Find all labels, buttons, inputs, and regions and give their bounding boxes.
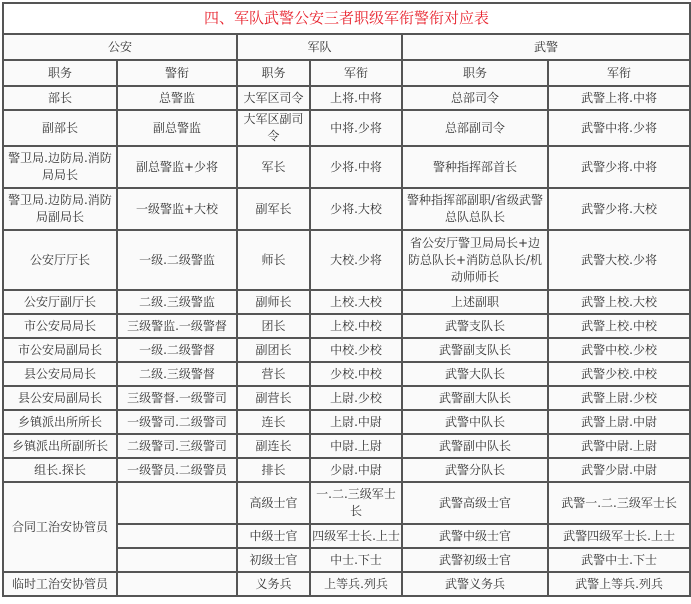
ap-post-cell: 上述副职 (402, 290, 548, 314)
army-post-cell: 师长 (237, 230, 310, 290)
table-row (3, 410, 690, 434)
table-row (3, 482, 690, 524)
army-post-cell: 中级士官 (237, 524, 310, 548)
army-rank-cell: 上将.中将 (310, 86, 402, 110)
police-post-cell-temp: 临时工治安协管员 (3, 572, 117, 596)
police-rank-cell (117, 572, 237, 596)
police-rank-cell: 二级.三级警督 (117, 362, 237, 386)
ap-rank-cell: 武警四级军士长.上士 (548, 524, 690, 548)
ap-post-cell: 警种指挥部首长 (402, 146, 548, 188)
col-header-police-rank: 警衔 (117, 60, 237, 86)
ap-post-cell: 武警大队长 (402, 362, 548, 386)
police-rank-cell (117, 482, 237, 524)
army-post-cell: 排长 (237, 458, 310, 482)
table-row (3, 314, 690, 338)
ap-post-cell: 武警支队长 (402, 314, 548, 338)
table-row (3, 86, 690, 110)
ap-rank-cell: 武警大校.少将 (548, 230, 690, 290)
ap-rank-cell: 武警少将.大校 (548, 188, 690, 230)
army-post-cell: 副军长 (237, 188, 310, 230)
army-rank-cell: 上尉.中尉 (310, 410, 402, 434)
army-rank-cell: 上校.中校 (310, 314, 402, 338)
col-header-police-post: 职务 (3, 60, 117, 86)
police-rank-cell: 二级.三级警监 (117, 290, 237, 314)
police-rank-cell: 二级警司.三级警司 (117, 434, 237, 458)
table-row (3, 110, 690, 146)
ap-post-cell: 武警副中队长 (402, 434, 548, 458)
ap-rank-cell: 武警上校.中校 (548, 314, 690, 338)
ap-rank-cell: 武警上将.中将 (548, 86, 690, 110)
army-post-cell: 副团长 (237, 338, 310, 362)
army-rank-cell: 中将.少将 (310, 110, 402, 146)
police-rank-cell: 副总警监+少将 (117, 146, 237, 188)
police-post-cell: 副部长 (3, 110, 117, 146)
col-header-army-post: 职务 (237, 60, 310, 86)
ap-rank-cell: 武警中尉.上尉 (548, 434, 690, 458)
army-post-cell: 大军区副司令 (237, 110, 310, 146)
army-rank-cell: 少将.大校 (310, 188, 402, 230)
ap-post-cell: 武警分队长 (402, 458, 548, 482)
ap-rank-cell: 武警少将.中将 (548, 146, 690, 188)
army-post-cell: 初级士官 (237, 548, 310, 572)
ap-post-cell: 武警义务兵 (402, 572, 548, 596)
table-row (3, 146, 690, 188)
col-header-army-rank: 军衔 (310, 60, 402, 86)
army-post-cell: 团长 (237, 314, 310, 338)
table-row (3, 434, 690, 458)
police-rank-cell: 一级警司.二级警司 (117, 410, 237, 434)
table-row (3, 458, 690, 482)
army-rank-cell: 四级军士长.上士 (310, 524, 402, 548)
army-rank-cell: 少将.中将 (310, 146, 402, 188)
police-rank-cell: 总警监 (117, 86, 237, 110)
police-post-cell: 乡镇派出所副所长 (3, 434, 117, 458)
police-post-cell: 组长.探长 (3, 458, 117, 482)
army-post-cell: 高级士官 (237, 482, 310, 524)
police-post-cell: 警卫局.边防局.消防局副局长 (3, 188, 117, 230)
police-rank-cell: 一级警监+大校 (117, 188, 237, 230)
ap-post-cell: 总部副司令 (402, 110, 548, 146)
table-title: 四、军队武警公安三者职级军衔警衔对应表 (3, 3, 690, 34)
ap-post-cell: 武警初级士官 (402, 548, 548, 572)
police-post-cell-contract: 合同工治安协管员 (3, 482, 117, 572)
police-rank-cell: 一级.二级警监 (117, 230, 237, 290)
army-rank-cell: 大校.少将 (310, 230, 402, 290)
army-post-cell: 连长 (237, 410, 310, 434)
ap-post-cell: 武警中级士官 (402, 524, 548, 548)
ap-rank-cell: 武警少校.中校 (548, 362, 690, 386)
police-rank-cell (117, 524, 237, 548)
ap-rank-cell: 武警中将.少将 (548, 110, 690, 146)
police-post-cell: 市公安局副局长 (3, 338, 117, 362)
police-rank-cell: 副总警监 (117, 110, 237, 146)
ap-rank-cell: 武警上尉.少校 (548, 386, 690, 410)
army-rank-cell: 中尉.上尉 (310, 434, 402, 458)
police-post-cell: 公安厅厅长 (3, 230, 117, 290)
ap-rank-cell: 武警中校.少校 (548, 338, 690, 362)
army-post-cell: 副师长 (237, 290, 310, 314)
army-rank-cell: 中士.下士 (310, 548, 402, 572)
police-post-cell: 县公安局副局长 (3, 386, 117, 410)
army-rank-cell: 一.二.三级军士长 (310, 482, 402, 524)
ap-post-cell: 武警副大队长 (402, 386, 548, 410)
army-post-cell: 副营长 (237, 386, 310, 410)
police-rank-cell: 一级.二级警督 (117, 338, 237, 362)
army-post-cell: 营长 (237, 362, 310, 386)
ap-rank-cell: 武警少尉.中尉 (548, 458, 690, 482)
table-row (3, 386, 690, 410)
ap-post-cell: 武警高级士官 (402, 482, 548, 524)
table-row (3, 338, 690, 362)
army-rank-cell: 上等兵.列兵 (310, 572, 402, 596)
police-post-cell: 公安厅副厅长 (3, 290, 117, 314)
army-post-cell: 义务兵 (237, 572, 310, 596)
ap-rank-cell: 武警一.二.三级军士长 (548, 482, 690, 524)
ap-post-cell: 武警副支队长 (402, 338, 548, 362)
col-header-ap-rank: 军衔 (548, 60, 690, 86)
ap-rank-cell: 武警上等兵.列兵 (548, 572, 690, 596)
police-rank-cell (117, 548, 237, 572)
group-header-army: 军队 (237, 34, 402, 60)
army-post-cell: 大军区司令 (237, 86, 310, 110)
ap-post-cell: 总部司令 (402, 86, 548, 110)
table-row (3, 188, 690, 230)
police-rank-cell: 一级警员.二级警员 (117, 458, 237, 482)
police-post-cell: 县公安局局长 (3, 362, 117, 386)
ap-rank-cell: 武警上尉.中尉 (548, 410, 690, 434)
police-rank-cell: 三级警监.一级警督 (117, 314, 237, 338)
army-rank-cell: 上尉.少校 (310, 386, 402, 410)
table-row (3, 362, 690, 386)
army-post-cell: 副连长 (237, 434, 310, 458)
police-post-cell: 部长 (3, 86, 117, 110)
group-header-police: 公安 (3, 34, 237, 60)
col-header-ap-post: 职务 (402, 60, 548, 86)
table-row (3, 572, 690, 596)
ap-rank-cell: 武警中士.下士 (548, 548, 690, 572)
table-row (3, 230, 690, 290)
army-rank-cell: 中校.少校 (310, 338, 402, 362)
table-row (3, 290, 690, 314)
ap-post-cell: 武警中队长 (402, 410, 548, 434)
rank-correspondence-table (2, 2, 691, 597)
ap-post-cell: 省公安厅警卫局局长+边防总队长+消防总队长/机动师师长 (402, 230, 548, 290)
police-post-cell: 警卫局.边防局.消防局局长 (3, 146, 117, 188)
group-header-armed-police: 武警 (402, 34, 690, 60)
army-rank-cell: 少尉.中尉 (310, 458, 402, 482)
ap-rank-cell: 武警上校.大校 (548, 290, 690, 314)
ap-post-cell: 警种指挥部副职/省级武警总队总队长 (402, 188, 548, 230)
army-rank-cell: 上校.大校 (310, 290, 402, 314)
police-post-cell: 市公安局局长 (3, 314, 117, 338)
police-rank-cell: 三级警督.一级警司 (117, 386, 237, 410)
army-rank-cell: 少校.中校 (310, 362, 402, 386)
police-post-cell: 乡镇派出所所长 (3, 410, 117, 434)
army-post-cell: 军长 (237, 146, 310, 188)
